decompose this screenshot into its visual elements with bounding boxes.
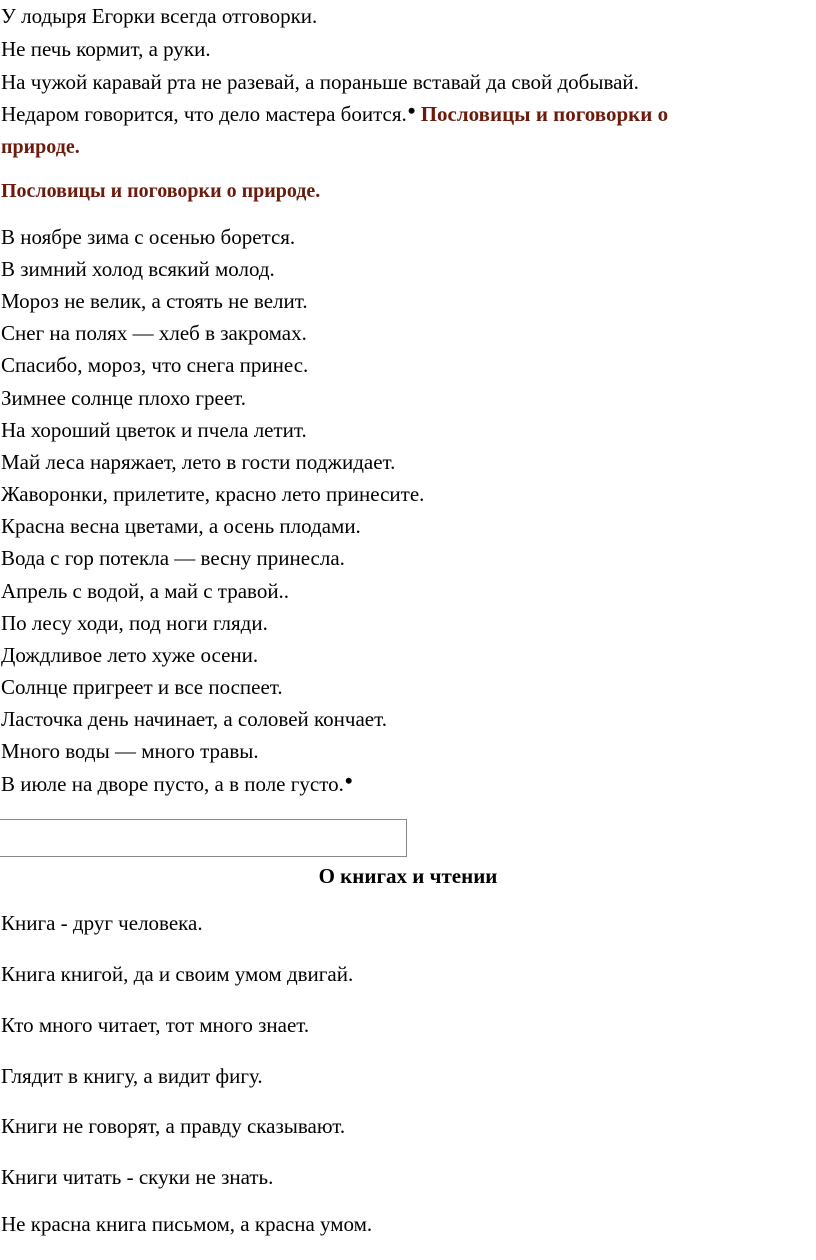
bullet-icon: •	[407, 98, 416, 123]
list-item: Ласточка день начинает, а соловей кончает.	[1, 707, 387, 731]
list-item: Глядит в книгу, а видит фигу.	[1, 1064, 263, 1088]
proverb-line-with-heading	[1, 98, 669, 126]
bullet-icon: •	[344, 768, 353, 793]
inline-heading-part1: Пословицы и поговорки о	[420, 102, 669, 126]
list-item: Жаворонки, прилетите, красно лето принесите.	[1, 482, 425, 506]
list-item: В зимний холод всякий молод.	[1, 257, 275, 281]
proverb-line: На чужой каравай рта не разевай, а пораньше вставай да свой добывай.	[1, 70, 639, 94]
list-item: Май леса наряжает, лето в гости поджидает.	[1, 450, 396, 474]
list-item: Книги читать - скуки не знать.	[1, 1165, 274, 1189]
list-item: Не красна книга письмом, а красна умом.	[1, 1212, 373, 1236]
list-item: Снег на полях — хлеб в закромах.	[1, 321, 307, 345]
proverb-line: У лодыря Егорки всегда отговорки.	[1, 4, 318, 28]
proverb-line: Не печь кормит, а руки.	[1, 37, 211, 61]
list-item: Книга - друг человека.	[1, 911, 203, 935]
list-item: Зимнее солнце плохо греет.	[1, 386, 246, 410]
books-heading: О книгах и чтении	[318, 864, 498, 888]
inline-heading-part2: природе.	[1, 136, 80, 158]
list-item: Много воды — много травы.	[1, 739, 259, 763]
section-heading: Пословицы и поговорки о природе.	[1, 180, 321, 202]
list-item: На хороший цветок и пчела летит.	[1, 418, 307, 442]
list-item: Кто много читает, тот много знает.	[1, 1013, 310, 1037]
list-item-text: В июле на дворе пусто, а в поле густо.	[1, 772, 344, 796]
list-item: Солнце пригреет и все поспеет.	[1, 675, 283, 699]
list-item: Книги не говорят, а правду сказывают.	[1, 1114, 346, 1138]
list-item: Дождливое лето хуже осени.	[1, 643, 259, 667]
list-item: Спасибо, мороз, что снега принес.	[1, 353, 309, 377]
list-item: Красна весна цветами, а осень плодами.	[1, 514, 361, 538]
list-item: Мороз не велик, а стоять не велит.	[1, 289, 308, 313]
list-item: Книга книгой, да и своим умом двигай.	[1, 962, 354, 986]
list-item: Вода с гор потекла — весну принесла.	[1, 546, 345, 570]
proverb-text: Недаром говорится, что дело мастера боится.	[1, 102, 407, 126]
empty-frame	[0, 819, 407, 857]
list-item: По лесу ходи, под ноги гляди.	[1, 611, 268, 635]
list-item: Апрель с водой, а май с травой..	[1, 579, 290, 603]
list-item: В ноябре зима с осенью борется.	[1, 225, 296, 249]
list-item-last	[1, 768, 353, 796]
